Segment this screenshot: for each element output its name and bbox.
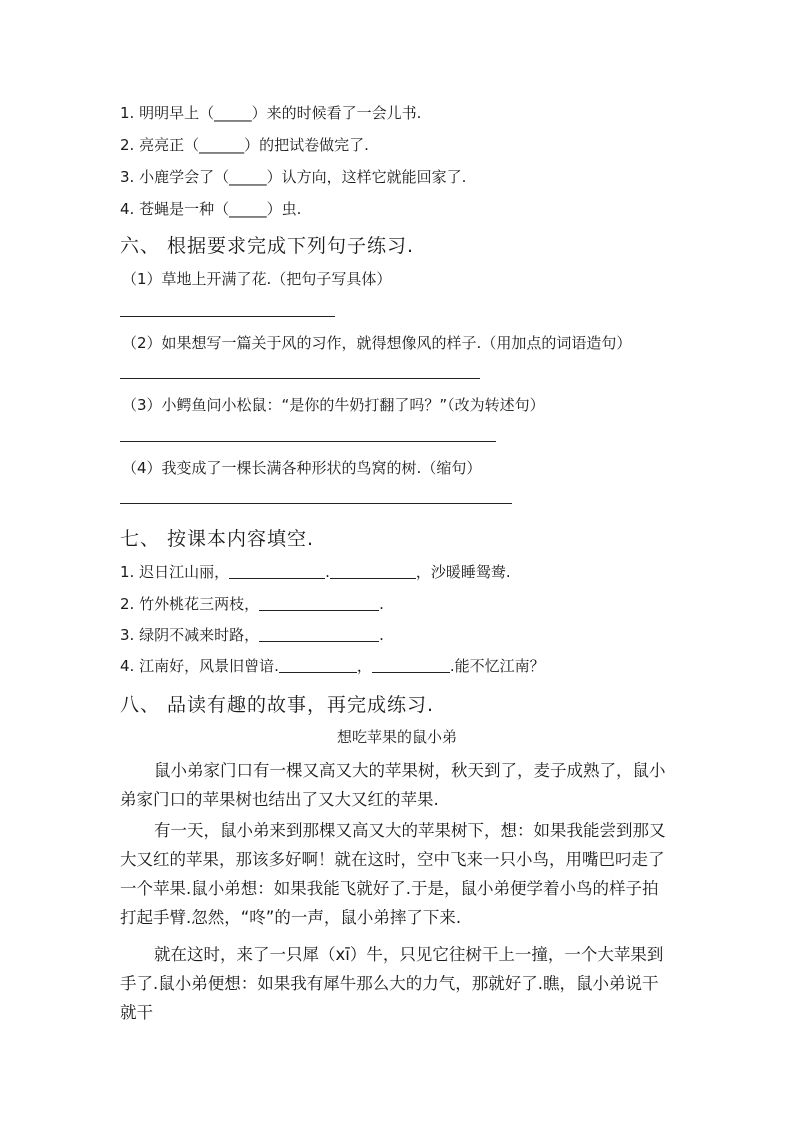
- poem-blank-1b[interactable]: [330, 564, 416, 579]
- poem-item-1: 1. 迟日江山丽， . ，沙暖睡鸳鸯.: [120, 563, 511, 581]
- poem-blank-4b[interactable]: [372, 658, 450, 673]
- answer-line-1[interactable]: [120, 316, 335, 317]
- poem-item-2: 2. 竹外桃花三两枝， .: [120, 595, 384, 613]
- story-title: 想吃苹果的鼠小弟: [336, 728, 457, 746]
- poem-blank-3[interactable]: [259, 627, 379, 642]
- section-six-heading: 六、 根据要求完成下列句子练习.: [120, 235, 415, 257]
- story-paragraph-2: 有一天，鼠小弟来到那棵又高又大的苹果树下，想：如果我能尝到那又大又红的苹果，那该多好啊！就在这时，空中飞来一只小鸟，用嘴巴叼走了一个苹果.鼠小弟想：如果我能飞就好了.于是，鼠小弟便学着小鸟的样子拍打起手臂.忽然，“咚”的一声，鼠小弟摔了下来.: [120, 821, 666, 927]
- section-eight-heading: 八、 品读有趣的故事，再完成练习.: [120, 694, 435, 716]
- sentence-question-2: （2）如果想写一篇关于风的习作，就得想像风的样子.（用加点的词语造句）: [122, 334, 632, 352]
- poem-blank-4a[interactable]: [279, 658, 357, 673]
- fill-in-item-1: 1. 明明早上（_____）来的时候看了一会儿书.: [120, 104, 422, 122]
- story-paragraph-3: 就在这时，来了一只犀（xī）牛，只见它往树干上一撞，一个大苹果到手了.鼠小弟便想：如果我有犀牛那么大的力气，那就好了.瞧，鼠小弟说干就干: [120, 945, 664, 1022]
- sentence-question-3: （3）小鳄鱼问小松鼠：“是你的牛奶打翻了吗？”（改为转述句）: [122, 396, 545, 414]
- answer-line-2[interactable]: [120, 378, 480, 379]
- answer-line-4[interactable]: [120, 503, 512, 504]
- fill-in-item-3: 3. 小鹿学会了（_____）认方向，这样它就能回家了.: [120, 168, 467, 186]
- poem-item-3: 3. 绿阴不减来时路， .: [120, 626, 384, 644]
- poem-blank-1a[interactable]: [229, 564, 325, 579]
- fill-in-item-4: 4. 苍蝇是一种（_____）虫.: [120, 200, 302, 218]
- story-paragraph-1: 鼠小弟家门口有一棵又高又大的苹果树，秋天到了，麦子成熟了，鼠小弟家门口的苹果树也结出了又大又红的苹果.: [120, 761, 666, 809]
- fill-in-item-2: 2. 亮亮正（______）的把试卷做完了.: [120, 136, 369, 154]
- sentence-question-4: （4）我变成了一棵长满各种形状的鸟窝的树.（缩句）: [122, 459, 482, 477]
- poem-blank-2[interactable]: [259, 596, 379, 611]
- sentence-question-1: （1）草地上开满了花.（把句子写具体）: [122, 270, 392, 288]
- section-seven-heading: 七、 按课本内容填空.: [120, 528, 315, 550]
- poem-item-4: 4. 江南好，风景旧曾谙. ， .能不忆江南？: [120, 657, 545, 675]
- answer-line-3[interactable]: [120, 441, 496, 442]
